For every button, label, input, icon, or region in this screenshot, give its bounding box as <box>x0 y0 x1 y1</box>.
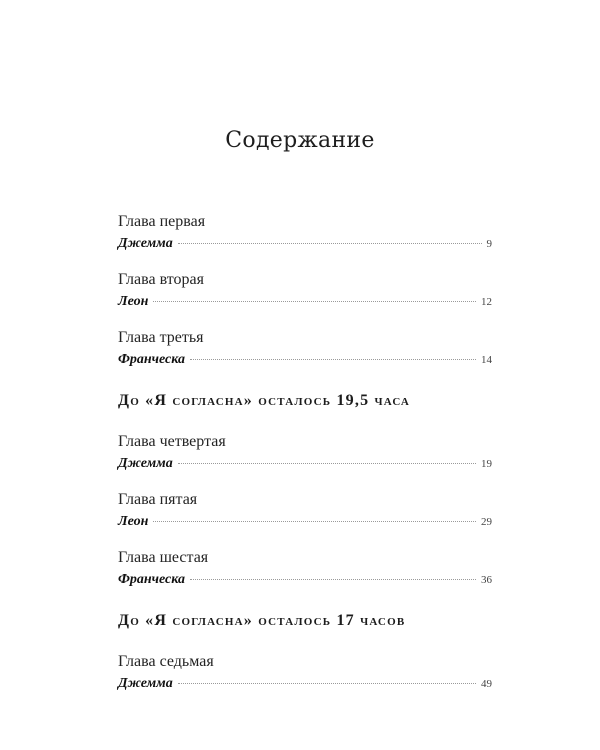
toc-entry-line <box>118 514 492 534</box>
dot-leader <box>153 521 476 522</box>
chapter-title: Глава третья <box>118 329 204 346</box>
page-number: 19 <box>481 458 492 470</box>
toc-entry <box>118 652 492 696</box>
narrator-name: Леон <box>118 514 149 529</box>
dot-leader <box>153 301 476 302</box>
page-number: 49 <box>481 678 492 690</box>
toc-entry <box>118 548 492 592</box>
toc-entry-line <box>118 456 492 476</box>
part-heading: До «Я согласна» осталось 17 часов <box>118 612 406 629</box>
part-heading: До «Я согласна» осталось 19,5 часа <box>118 392 411 409</box>
dot-leader <box>178 243 482 244</box>
chapter-title: Глава пятая <box>118 491 198 508</box>
dot-leader <box>178 683 476 684</box>
page-title: Содержание <box>225 128 375 153</box>
toc-entry <box>118 212 492 256</box>
narrator-name: Джемма <box>118 236 173 251</box>
page-number: 9 <box>486 238 492 250</box>
table-of-contents <box>118 212 492 710</box>
toc-entry-line <box>118 294 492 314</box>
toc-entry <box>118 432 492 476</box>
chapter-title: Глава шестая <box>118 549 209 566</box>
toc-entry <box>118 490 492 534</box>
narrator-name: Джемма <box>118 676 173 691</box>
dot-leader <box>190 579 476 580</box>
narrator-name: Франческа <box>118 352 186 367</box>
chapter-title: Глава седьмая <box>118 653 214 670</box>
dot-leader <box>190 359 476 360</box>
page-number: 36 <box>481 574 492 586</box>
narrator-name: Леон <box>118 294 149 309</box>
page-number: 12 <box>481 296 492 308</box>
narrator-name: Франческа <box>118 572 186 587</box>
toc-entry-line <box>118 572 492 592</box>
toc-entry <box>118 328 492 372</box>
narrator-name: Джемма <box>118 456 173 471</box>
chapter-title: Глава первая <box>118 213 206 230</box>
page-number: 29 <box>481 516 492 528</box>
chapter-title: Глава четвертая <box>118 433 226 450</box>
page-number: 14 <box>481 354 492 366</box>
toc-entry-line <box>118 676 492 696</box>
dot-leader <box>178 463 476 464</box>
chapter-title: Глава вторая <box>118 271 204 288</box>
toc-entry-line <box>118 352 492 372</box>
toc-entry <box>118 270 492 314</box>
toc-entry-line <box>118 236 492 256</box>
